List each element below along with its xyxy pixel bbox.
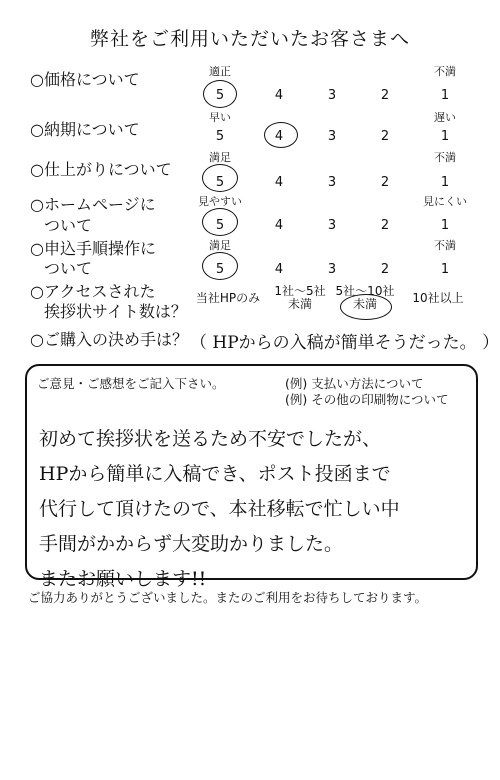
access-option [186,292,270,305]
scale-2: 2 [380,175,390,190]
scale-left-label: 早い [209,111,231,124]
scale-right-label: 不満 [434,239,456,252]
scale-left-label: 見やすい [198,195,242,208]
question-label-line1: ホームページに [43,195,156,214]
question-label-line1: 申込手順操作に [43,239,156,258]
scale-right-label: 見にくい [423,195,467,208]
selection-circle [202,208,238,236]
scale-4: 4 [274,129,284,144]
scale-2: 2 [380,262,390,277]
scale-right-label: 不満 [434,65,456,78]
scale-1: 1 [440,218,450,233]
scale-5: 5 [215,218,225,233]
scale-right-label: 不満 [434,151,456,164]
comment-line: 手間がかからず大変助かりました。 [39,533,344,555]
scale-1: 1 [440,175,450,190]
question-price: ○価格について [30,70,140,89]
comment-header: ご意見・ご感想をご記入下さい。 [37,376,225,391]
scale-left-label: 適正 [209,65,231,78]
question-label: ご購入の決め手は？ [43,330,188,349]
question-label-line2: ついて [44,216,93,235]
scale-5: 5 [215,175,225,190]
scale-2: 2 [380,88,390,103]
comment-line: 初めて挨拶状を送るため不安でしたが、 [39,428,382,450]
question-decision: ○ご購入の決め手は？ [30,330,188,349]
scale-5: 5 [215,262,225,277]
comment-line: またお願いします!! [39,568,207,590]
access-option [408,292,468,305]
comment-example-2: (例) その他の印刷物について [285,392,449,407]
question-label: 仕上がりについて [43,160,172,179]
question-label-line1: アクセスされた [43,282,156,301]
access-option-sub: 未満 [352,297,377,311]
scale-1: 1 [440,129,450,144]
scale-right-label: 遅い [434,111,456,124]
scale-2: 2 [380,129,390,144]
access-option-sub: 未満 [287,297,312,311]
scale-1: 1 [440,88,450,103]
scale-3: 3 [327,218,337,233]
scale-left-label: 満足 [209,151,231,164]
access-option-label: 5社～10社 [335,284,395,298]
selection-circle [264,122,298,148]
scale-3: 3 [327,262,337,277]
question-access: ○アクセスされた [30,282,156,301]
question-label-line2: ついて [44,259,93,278]
scale-4: 4 [274,88,284,103]
scale-1: 1 [440,262,450,277]
comment-text [39,422,469,597]
footer-text: ご協力ありがとうございました。またのご利用をお待ちしております。 [28,590,428,605]
access-option-label: 当社HPのみ [195,291,261,305]
selection-circle [202,252,238,280]
scale-2: 2 [380,218,390,233]
comment-line: HPから簡単に入稿でき、ポスト投函まで [39,463,391,485]
scale-3: 3 [327,129,337,144]
scale-5: 5 [215,88,225,103]
question-delivery: ○納期について [30,120,140,139]
access-option-label: 10社以上 [412,291,464,305]
scale-4: 4 [274,175,284,190]
question-homepage: ○ホームページに [30,195,156,214]
scale-5: 5 [215,129,225,144]
comment-line: 代行して頂けたので、本社移転で忙しい中 [39,498,400,520]
scale-4: 4 [274,262,284,277]
comment-box [25,364,478,590]
selection-circle [203,80,237,108]
access-option [268,285,332,311]
question-label: 納期について [43,120,140,139]
question-label: 価格について [43,70,140,89]
question-label-line2: 挨拶状サイト数は？ [44,302,187,321]
scale-4: 4 [274,218,284,233]
question-procedure: ○申込手順操作に [30,239,156,258]
page-title: 弊社をご利用いただいたお客さまへ [89,28,410,50]
scale-3: 3 [327,175,337,190]
comment-example-1: (例) 支払い方法について [285,376,424,391]
access-option-label: 1社～5社 [274,284,326,298]
decision-answer: （ HPからの入稿が簡単そうだった。 ） [190,333,500,353]
scale-3: 3 [327,88,337,103]
selection-circle [202,164,238,192]
question-quality: ○仕上がりについて [30,160,172,179]
selection-circle [340,294,392,320]
scale-left-label: 満足 [209,239,231,252]
